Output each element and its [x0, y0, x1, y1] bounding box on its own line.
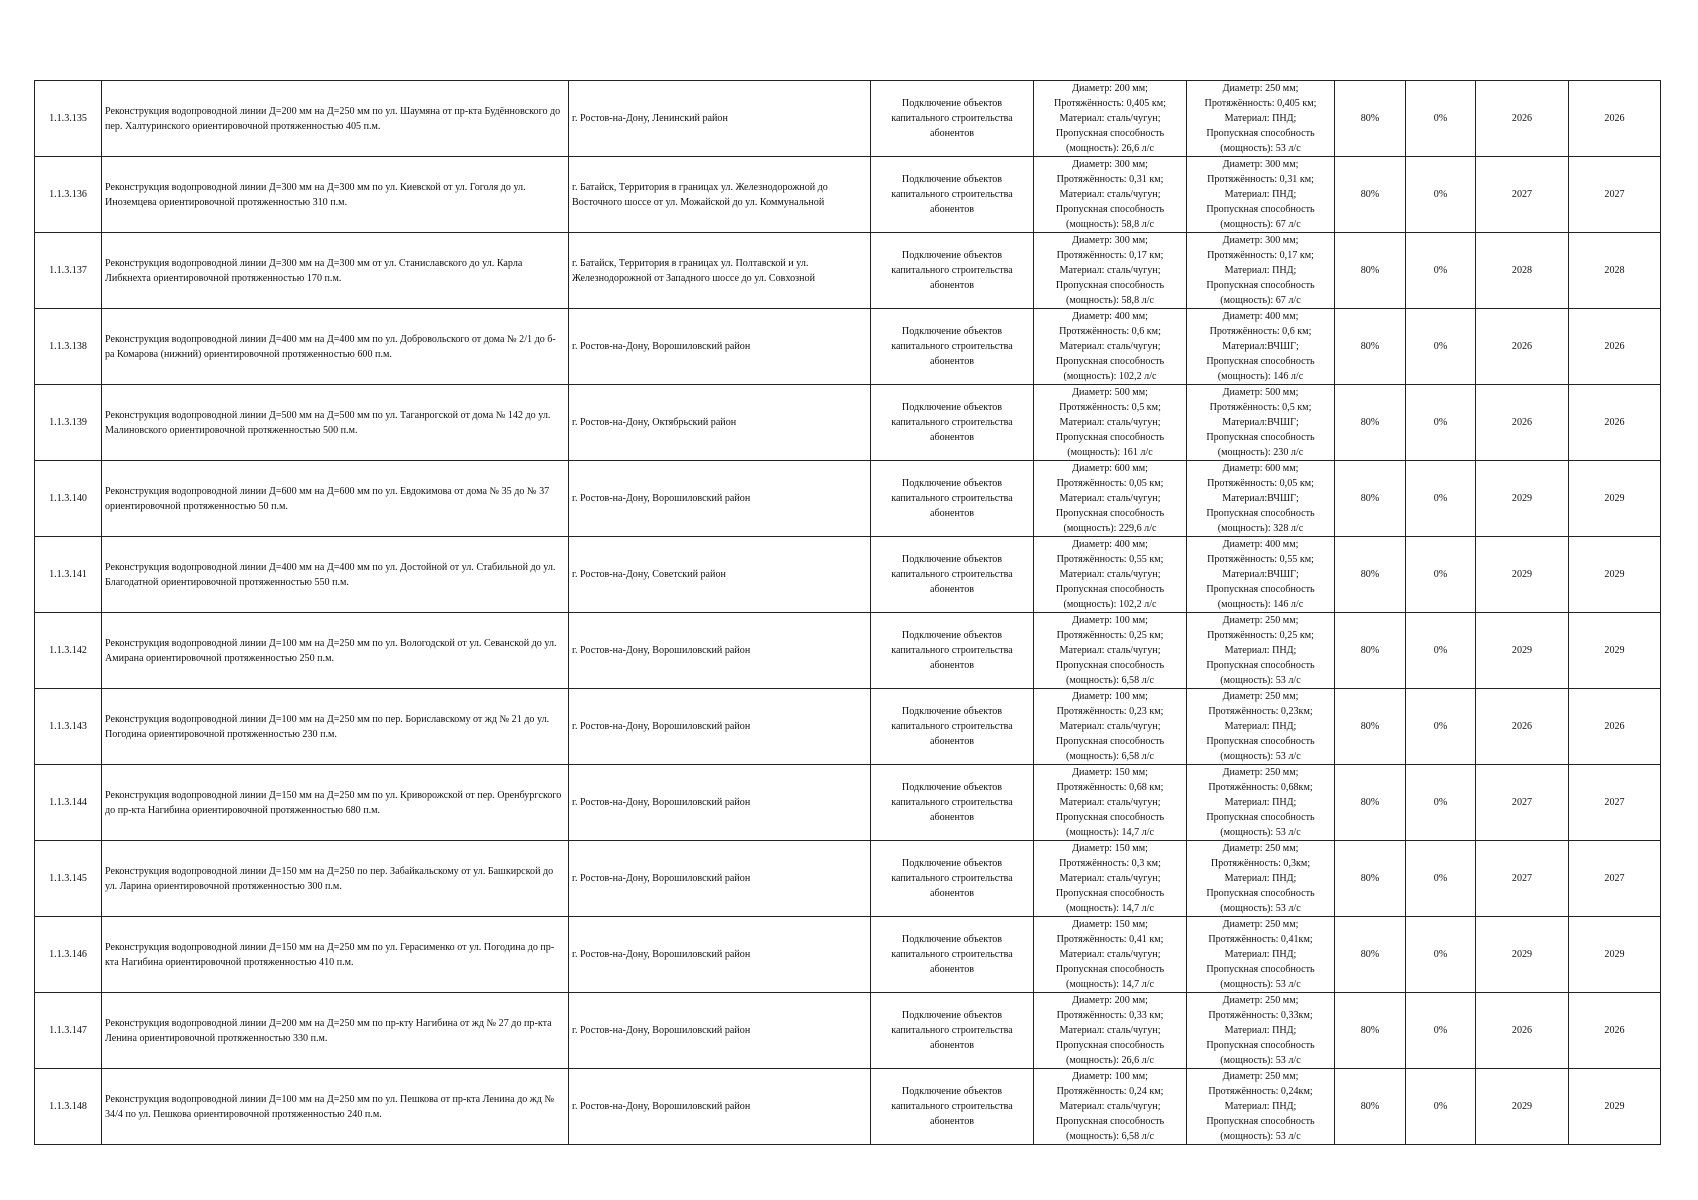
location-cell: г. Ростов-на-Дону, Ворошиловский район	[569, 461, 871, 537]
year-end-cell: 2026	[1569, 309, 1661, 385]
spec-line: Материал: сталь/чугун;	[1059, 265, 1161, 276]
spec-line: Материал: ПНД;	[1224, 797, 1297, 808]
year-start-cell: 2029	[1476, 613, 1569, 689]
year-start-cell: 2027	[1476, 157, 1569, 233]
spec-line: (мощность): 67 л/с	[1220, 295, 1301, 306]
spec-line: Материал: ПНД;	[1224, 265, 1297, 276]
row-code-cell: 1.1.3.137	[35, 233, 102, 309]
spec-line: Пропускная способность	[1055, 888, 1165, 899]
spec-line: Пропускная способность	[1206, 280, 1315, 291]
specs-after-cell	[1187, 765, 1335, 841]
spec-line: Пропускная способность	[1206, 736, 1315, 747]
spec-line: Материал: сталь/чугун;	[1059, 1101, 1161, 1112]
purpose-cell: Подключение объектов капитального строительства абонентов	[871, 537, 1034, 613]
project-name-cell: Реконструкция водопроводной линии Д=500 мм на Д=500 мм по ул. Таганрогской от дома № 142 до ул. Малиновского ориентировочной протяженностью 500 п.м.	[102, 385, 569, 461]
location-cell: г. Ростов-на-Дону, Ворошиловский район	[569, 993, 871, 1069]
spec-line: Пропускная способность	[1055, 1040, 1165, 1051]
spec-line: Диаметр: 250 мм;	[1222, 83, 1299, 94]
wear-after-cell: 0%	[1406, 309, 1476, 385]
spec-line: Материал: ПНД;	[1224, 873, 1297, 884]
spec-line: Материал: сталь/чугун;	[1059, 797, 1161, 808]
spec-line: Материал: ПНД;	[1224, 113, 1297, 124]
spec-line: Пропускная способность	[1055, 736, 1165, 747]
specs-after-cell	[1187, 613, 1335, 689]
spec-line: Протяжённость: 0,405 км;	[1054, 98, 1166, 109]
year-end-cell: 2027	[1569, 765, 1661, 841]
spec-line: Диаметр: 150 мм;	[1072, 919, 1148, 930]
spec-line: Диаметр: 250 мм;	[1222, 843, 1299, 854]
year-end-cell: 2028	[1569, 233, 1661, 309]
spec-line: Пропускная способность	[1055, 812, 1165, 823]
spec-line: Материал:ВЧШГ;	[1222, 341, 1299, 352]
spec-line: Диаметр: 300 мм;	[1072, 159, 1148, 170]
specs-after-cell	[1187, 993, 1335, 1069]
row-code-cell: 1.1.3.138	[35, 309, 102, 385]
table-row	[35, 309, 1661, 385]
wear-before-cell: 80%	[1335, 157, 1406, 233]
wear-before-cell: 80%	[1335, 993, 1406, 1069]
specs-before-cell	[1034, 1069, 1187, 1145]
wear-before-cell: 80%	[1335, 689, 1406, 765]
location-cell: г. Батайск, Территория в границах ул. Железнодорожной до Восточного шоссе от ул. Можайской до ул. Коммунальной	[569, 157, 871, 233]
row-code-cell: 1.1.3.142	[35, 613, 102, 689]
year-start-cell: 2028	[1476, 233, 1569, 309]
spec-line: Протяжённость: 0,55 км;	[1056, 554, 1164, 565]
spec-line: Материал: сталь/чугун;	[1059, 1025, 1161, 1036]
spec-line: Протяжённость: 0,5 км;	[1059, 402, 1161, 413]
spec-line: (мощность): 102,2 л/с	[1063, 371, 1157, 382]
wear-before-cell: 80%	[1335, 385, 1406, 461]
spec-line: Диаметр: 300 мм;	[1222, 235, 1299, 246]
specs-before-cell	[1034, 917, 1187, 993]
year-end-cell: 2029	[1569, 461, 1661, 537]
purpose-cell: Подключение объектов капитального строительства абонентов	[871, 917, 1034, 993]
year-end-cell: 2029	[1569, 917, 1661, 993]
spec-line: Материал: сталь/чугун;	[1059, 645, 1161, 656]
project-name-cell: Реконструкция водопроводной линии Д=100 мм на Д=250 мм по ул. Вологодской от ул. Севанской до ул. Амирана ориентировочной протяженностью 250 п.м.	[102, 613, 569, 689]
spec-line: Пропускная способность	[1055, 964, 1165, 975]
spec-line: (мощность): 328 л/с	[1217, 523, 1304, 534]
spec-line: Диаметр: 200 мм;	[1072, 995, 1148, 1006]
spec-line: Диаметр: 600 мм;	[1072, 463, 1148, 474]
spec-line: Диаметр: 400 мм;	[1072, 311, 1148, 322]
wear-after-cell: 0%	[1406, 917, 1476, 993]
spec-line: (мощность): 230 л/с	[1217, 447, 1304, 458]
spec-line: Материал: сталь/чугун;	[1059, 113, 1161, 124]
spec-line: Диаметр: 100 мм;	[1072, 1071, 1148, 1082]
purpose-cell: Подключение объектов капитального строительства абонентов	[871, 841, 1034, 917]
spec-line: (мощность): 6,58 л/с	[1066, 675, 1154, 686]
wear-after-cell: 0%	[1406, 1069, 1476, 1145]
spec-line: Пропускная способность	[1055, 204, 1165, 215]
year-start-cell: 2026	[1476, 81, 1569, 157]
spec-line: (мощность): 102,2 л/с	[1063, 599, 1157, 610]
table-row	[35, 993, 1661, 1069]
spec-line: Протяжённость: 0,68 км;	[1056, 782, 1164, 793]
spec-line: Протяжённость: 0,25 км;	[1207, 630, 1314, 641]
purpose-cell: Подключение объектов капитального строительства абонентов	[871, 309, 1034, 385]
spec-line: Диаметр: 300 мм;	[1222, 159, 1299, 170]
spec-line: Диаметр: 250 мм;	[1222, 691, 1299, 702]
spec-line: Пропускная способность	[1206, 964, 1315, 975]
spec-line: Пропускная способность	[1206, 888, 1315, 899]
wear-before-cell: 80%	[1335, 765, 1406, 841]
spec-line: Материал: сталь/чугун;	[1059, 721, 1161, 732]
spec-line: Протяжённость: 0,05 км;	[1207, 478, 1314, 489]
spec-line: Диаметр: 250 мм;	[1222, 767, 1299, 778]
wear-after-cell: 0%	[1406, 385, 1476, 461]
spec-line: (мощность): 53 л/с	[1220, 143, 1301, 154]
spec-line: Диаметр: 600 мм;	[1222, 463, 1299, 474]
spec-line: (мощность): 26,6 л/с	[1066, 143, 1154, 154]
wear-after-cell: 0%	[1406, 537, 1476, 613]
spec-line: Диаметр: 250 мм;	[1222, 615, 1299, 626]
spec-line: Пропускная способность	[1206, 204, 1315, 215]
spec-line: Пропускная способность	[1206, 128, 1315, 139]
specs-before-cell	[1034, 385, 1187, 461]
spec-line: Пропускная способность	[1055, 584, 1165, 595]
spec-line: (мощность): 53 л/с	[1220, 827, 1301, 838]
purpose-cell: Подключение объектов капитального строительства абонентов	[871, 689, 1034, 765]
year-start-cell: 2027	[1476, 841, 1569, 917]
spec-line: (мощность): 229,6 л/с	[1063, 523, 1157, 534]
year-start-cell: 2029	[1476, 917, 1569, 993]
spec-line: Пропускная способность	[1055, 432, 1165, 443]
spec-line: Пропускная способность	[1206, 660, 1315, 671]
year-end-cell: 2029	[1569, 613, 1661, 689]
specs-after-cell	[1187, 461, 1335, 537]
spec-line: (мощность): 58,8 л/с	[1066, 219, 1154, 230]
spec-line: Диаметр: 100 мм;	[1072, 615, 1148, 626]
year-end-cell: 2026	[1569, 689, 1661, 765]
table-body	[35, 81, 1661, 1145]
wear-after-cell: 0%	[1406, 233, 1476, 309]
table-row	[35, 613, 1661, 689]
spec-line: (мощность): 146 л/с	[1217, 599, 1304, 610]
spec-line: (мощность): 53 л/с	[1220, 903, 1301, 914]
spec-line: Диаметр: 200 мм;	[1072, 83, 1148, 94]
spec-line: Материал: ПНД;	[1224, 1025, 1297, 1036]
year-end-cell: 2027	[1569, 841, 1661, 917]
year-end-cell: 2026	[1569, 81, 1661, 157]
table-row	[35, 81, 1661, 157]
wear-after-cell: 0%	[1406, 765, 1476, 841]
spec-line: Материал:ВЧШГ;	[1222, 569, 1299, 580]
spec-line: Материал: ПНД;	[1224, 1101, 1297, 1112]
spec-line: Протяжённость: 0,5 км;	[1209, 402, 1312, 413]
spec-line: Диаметр: 400 мм;	[1222, 311, 1299, 322]
specs-after-cell	[1187, 689, 1335, 765]
spec-line: Диаметр: 500 мм;	[1222, 387, 1299, 398]
location-cell: г. Ростов-на-Дону, Ворошиловский район	[569, 917, 871, 993]
table-row	[35, 917, 1661, 993]
year-end-cell: 2029	[1569, 1069, 1661, 1145]
specs-after-cell	[1187, 537, 1335, 613]
location-cell: г. Ростов-на-Дону, Октябрьский район	[569, 385, 871, 461]
spec-line: Диаметр: 150 мм;	[1072, 843, 1148, 854]
year-end-cell: 2029	[1569, 537, 1661, 613]
wear-after-cell: 0%	[1406, 613, 1476, 689]
wear-before-cell: 80%	[1335, 1069, 1406, 1145]
spec-line: Протяжённость: 0,55 км;	[1207, 554, 1314, 565]
wear-after-cell: 0%	[1406, 461, 1476, 537]
spec-line: Материал: сталь/чугун;	[1059, 341, 1161, 352]
spec-line: Протяжённость: 0,17 км;	[1056, 250, 1164, 261]
specs-after-cell	[1187, 309, 1335, 385]
purpose-cell: Подключение объектов капитального строительства абонентов	[871, 1069, 1034, 1145]
wear-before-cell: 80%	[1335, 841, 1406, 917]
spec-line: Пропускная способность	[1206, 508, 1315, 519]
spec-line: Протяжённость: 0,41км;	[1208, 934, 1313, 945]
specs-after-cell	[1187, 157, 1335, 233]
spec-line: (мощность): 53 л/с	[1220, 979, 1301, 990]
row-code-cell: 1.1.3.139	[35, 385, 102, 461]
spec-line: (мощность): 14,7 л/с	[1066, 979, 1154, 990]
spec-line: (мощность): 53 л/с	[1220, 675, 1301, 686]
spec-line: (мощность): 6,58 л/с	[1066, 1131, 1154, 1142]
specs-before-cell	[1034, 461, 1187, 537]
location-cell: г. Ростов-на-Дону, Ворошиловский район	[569, 309, 871, 385]
row-code-cell: 1.1.3.145	[35, 841, 102, 917]
project-name-cell: Реконструкция водопроводной линии Д=200 мм на Д=250 мм по пр-кту Нагибина от жд № 27 до пр-кта Ленина ориентировочной протяженностью 330 п.м.	[102, 993, 569, 1069]
spec-line: Диаметр: 150 мм;	[1072, 767, 1148, 778]
spec-line: Пропускная способность	[1055, 128, 1165, 139]
spec-line: Протяжённость: 0,405 км;	[1204, 98, 1317, 109]
specs-before-cell	[1034, 233, 1187, 309]
table-row	[35, 841, 1661, 917]
purpose-cell: Подключение объектов капитального строительства абонентов	[871, 765, 1034, 841]
location-cell: г. Ростов-на-Дону, Ворошиловский район	[569, 841, 871, 917]
specs-before-cell	[1034, 765, 1187, 841]
spec-line: Диаметр: 400 мм;	[1222, 539, 1299, 550]
spec-line: Протяжённость: 0,3 км;	[1059, 858, 1161, 869]
spec-line: (мощность): 14,7 л/с	[1066, 827, 1154, 838]
row-code-cell: 1.1.3.140	[35, 461, 102, 537]
spec-line: Материал: ПНД;	[1224, 189, 1297, 200]
table-row	[35, 1069, 1661, 1145]
spec-line: Протяжённость: 0,33км;	[1208, 1010, 1313, 1021]
year-start-cell: 2029	[1476, 1069, 1569, 1145]
spec-line: Материал: сталь/чугун;	[1059, 493, 1161, 504]
spec-line: (мощность): 67 л/с	[1220, 219, 1301, 230]
spec-line: Материал: сталь/чугун;	[1059, 189, 1161, 200]
spec-line: Диаметр: 250 мм;	[1222, 995, 1299, 1006]
row-code-cell: 1.1.3.135	[35, 81, 102, 157]
spec-line: Пропускная способность	[1055, 508, 1165, 519]
specs-before-cell	[1034, 613, 1187, 689]
purpose-cell: Подключение объектов капитального строительства абонентов	[871, 613, 1034, 689]
wear-before-cell: 80%	[1335, 309, 1406, 385]
spec-line: Материал:ВЧШГ;	[1222, 493, 1299, 504]
specs-before-cell	[1034, 81, 1187, 157]
spec-line: Материал: ПНД;	[1224, 949, 1297, 960]
project-name-cell: Реконструкция водопроводной линии Д=150 мм на Д=250 мм по ул. Герасименко от ул. Погодина до пр-кта Нагибина ориентировочной протяженностью 410 п.м.	[102, 917, 569, 993]
specs-after-cell	[1187, 841, 1335, 917]
purpose-cell: Подключение объектов капитального строительства абонентов	[871, 233, 1034, 309]
spec-line: Диаметр: 300 мм;	[1072, 235, 1148, 246]
purpose-cell: Подключение объектов капитального строительства абонентов	[871, 993, 1034, 1069]
row-code-cell: 1.1.3.148	[35, 1069, 102, 1145]
year-start-cell: 2026	[1476, 309, 1569, 385]
row-code-cell: 1.1.3.136	[35, 157, 102, 233]
year-start-cell: 2029	[1476, 537, 1569, 613]
project-name-cell: Реконструкция водопроводной линии Д=200 мм на Д=250 мм по ул. Шаумяна от пр-кта Будённовского до пер. Халтуринского ориентировочной протяженностью 405 п.м.	[102, 81, 569, 157]
spec-line: Протяжённость: 0,23км;	[1208, 706, 1313, 717]
spec-line: Протяжённость: 0,05 км;	[1056, 478, 1164, 489]
year-start-cell: 2026	[1476, 385, 1569, 461]
spec-line: Пропускная способность	[1206, 1116, 1315, 1127]
specs-before-cell	[1034, 309, 1187, 385]
table-row	[35, 765, 1661, 841]
spec-line: Протяжённость: 0,17 км;	[1207, 250, 1314, 261]
investment-program-table	[34, 80, 1661, 1145]
spec-line: Протяжённость: 0,41 км;	[1056, 934, 1164, 945]
spec-line: Пропускная способность	[1055, 660, 1165, 671]
spec-line: Материал: сталь/чугун;	[1059, 569, 1161, 580]
specs-before-cell	[1034, 537, 1187, 613]
year-end-cell: 2026	[1569, 385, 1661, 461]
spec-line: Материал: ПНД;	[1224, 721, 1297, 732]
project-name-cell: Реконструкция водопроводной линии Д=400 мм на Д=400 мм по ул. Добровольского от дома № 2/1 до б-ра Комарова (нижний) ориентировочной протяженностью 600 п.м.	[102, 309, 569, 385]
project-name-cell: Реконструкция водопроводной линии Д=300 мм на Д=300 мм от ул. Станиславского до ул. Карла Либкнехта ориентировочной протяженностью 170 п.м.	[102, 233, 569, 309]
project-name-cell: Реконструкция водопроводной линии Д=400 мм на Д=400 мм по ул. Достойной от ул. Стабильной до ул. Благодатной ориентировочной протяженностью 550 п.м.	[102, 537, 569, 613]
location-cell: г. Ростов-на-Дону, Ворошиловский район	[569, 689, 871, 765]
specs-before-cell	[1034, 993, 1187, 1069]
spec-line: Пропускная способность	[1206, 356, 1315, 367]
table-row	[35, 385, 1661, 461]
spec-line: Протяжённость: 0,25 км;	[1056, 630, 1164, 641]
row-code-cell: 1.1.3.143	[35, 689, 102, 765]
wear-before-cell: 80%	[1335, 233, 1406, 309]
year-start-cell: 2029	[1476, 461, 1569, 537]
specs-after-cell	[1187, 917, 1335, 993]
project-name-cell: Реконструкция водопроводной линии Д=100 мм на Д=250 мм по ул. Пешкова от пр-кта Ленина до жд № 34/4 по ул. Пешкова ориентировочной протяженностью 240 п.м.	[102, 1069, 569, 1145]
purpose-cell: Подключение объектов капитального строительства абонентов	[871, 81, 1034, 157]
spec-line: Протяжённость: 0,31 км;	[1207, 174, 1314, 185]
table-row	[35, 689, 1661, 765]
purpose-cell: Подключение объектов капитального строительства абонентов	[871, 461, 1034, 537]
project-name-cell: Реконструкция водопроводной линии Д=100 мм на Д=250 мм по пер. Бориславскому от жд № 21 до ул. Погодина ориентировочной протяженностью 230 п.м.	[102, 689, 569, 765]
specs-before-cell	[1034, 689, 1187, 765]
location-cell: г. Ростов-на-Дону, Советский район	[569, 537, 871, 613]
row-code-cell: 1.1.3.144	[35, 765, 102, 841]
specs-after-cell	[1187, 233, 1335, 309]
spec-line: Пропускная способность	[1055, 280, 1165, 291]
spec-line: Пропускная способность	[1206, 584, 1315, 595]
project-name-cell: Реконструкция водопроводной линии Д=150 мм на Д=250 по пер. Забайкальскому от ул. Башкирской до ул. Ларина ориентировочной протяженностью 300 п.м.	[102, 841, 569, 917]
spec-line: Протяжённость: 0,3км;	[1210, 858, 1311, 869]
location-cell: г. Ростов-на-Дону, Ворошиловский район	[569, 613, 871, 689]
wear-after-cell: 0%	[1406, 993, 1476, 1069]
spec-line: (мощность): 161 л/с	[1067, 447, 1153, 458]
spec-line: Протяжённость: 0,6 км;	[1059, 326, 1161, 337]
spec-line: (мощность): 58,8 л/с	[1066, 295, 1154, 306]
year-start-cell: 2027	[1476, 765, 1569, 841]
spec-line: Диаметр: 250 мм;	[1222, 1071, 1299, 1082]
specs-before-cell	[1034, 157, 1187, 233]
wear-after-cell: 0%	[1406, 81, 1476, 157]
spec-line: (мощность): 6,58 л/с	[1066, 751, 1154, 762]
spec-line: Материал: сталь/чугун;	[1059, 417, 1161, 428]
table-row	[35, 461, 1661, 537]
specs-after-cell	[1187, 1069, 1335, 1145]
wear-before-cell: 80%	[1335, 461, 1406, 537]
specs-after-cell	[1187, 385, 1335, 461]
location-cell: г. Ростов-на-Дону, Ворошиловский район	[569, 1069, 871, 1145]
spec-line: Пропускная способность	[1055, 356, 1165, 367]
spec-line: Протяжённость: 0,68км;	[1208, 782, 1313, 793]
spec-line: Материал: сталь/чугун;	[1059, 873, 1161, 884]
year-start-cell: 2026	[1476, 993, 1569, 1069]
specs-after-cell	[1187, 81, 1335, 157]
spec-line: Пропускная способность	[1206, 432, 1315, 443]
spec-line: Диаметр: 400 мм;	[1072, 539, 1148, 550]
spec-line: (мощность): 26,6 л/с	[1066, 1055, 1154, 1066]
location-cell: г. Ростов-на-Дону, Ленинский район	[569, 81, 871, 157]
year-end-cell: 2026	[1569, 993, 1661, 1069]
spec-line: Материал: ПНД;	[1224, 645, 1297, 656]
wear-before-cell: 80%	[1335, 613, 1406, 689]
spec-line: Диаметр: 250 мм;	[1222, 919, 1299, 930]
spec-line: Протяжённость: 0,23 км;	[1056, 706, 1164, 717]
spec-line: Диаметр: 100 мм;	[1072, 691, 1148, 702]
project-name-cell: Реконструкция водопроводной линии Д=600 мм на Д=600 мм по ул. Евдокимова от дома № 35 до № 37 ориентировочной протяженностью 50 п.м.	[102, 461, 569, 537]
spec-line: Пропускная способность	[1055, 1116, 1165, 1127]
spec-line: Материал:ВЧШГ;	[1222, 417, 1299, 428]
spec-line: (мощность): 53 л/с	[1220, 1131, 1301, 1142]
spec-line: (мощность): 146 л/с	[1217, 371, 1304, 382]
spec-line: Протяжённость: 0,33 км;	[1056, 1010, 1164, 1021]
row-code-cell: 1.1.3.147	[35, 993, 102, 1069]
location-cell: г. Ростов-на-Дону, Ворошиловский район	[569, 765, 871, 841]
spec-line: Пропускная способность	[1206, 1040, 1315, 1051]
row-code-cell: 1.1.3.141	[35, 537, 102, 613]
spec-line: Протяжённость: 0,6 км;	[1209, 326, 1312, 337]
row-code-cell: 1.1.3.146	[35, 917, 102, 993]
wear-after-cell: 0%	[1406, 841, 1476, 917]
year-start-cell: 2026	[1476, 689, 1569, 765]
table-row	[35, 157, 1661, 233]
spec-line: Протяжённость: 0,31 км;	[1056, 174, 1164, 185]
table-row	[35, 233, 1661, 309]
purpose-cell: Подключение объектов капитального строительства абонентов	[871, 385, 1034, 461]
purpose-cell: Подключение объектов капитального строительства абонентов	[871, 157, 1034, 233]
spec-line: Диаметр: 500 мм;	[1072, 387, 1148, 398]
project-name-cell: Реконструкция водопроводной линии Д=150 мм на Д=250 мм по ул. Криворожской от пер. Оренбургского до пр-кта Нагибина ориентировочной протяженностью 680 п.м.	[102, 765, 569, 841]
wear-before-cell: 80%	[1335, 917, 1406, 993]
table-row	[35, 537, 1661, 613]
wear-before-cell: 80%	[1335, 537, 1406, 613]
wear-after-cell: 0%	[1406, 689, 1476, 765]
spec-line: (мощность): 14,7 л/с	[1066, 903, 1154, 914]
year-end-cell: 2027	[1569, 157, 1661, 233]
spec-line: Протяжённость: 0,24 км;	[1056, 1086, 1164, 1097]
location-cell: г. Батайск, Территория в границах ул. Полтавской и ул. Железнодорожной от Западного шоссе до ул. Совхозной	[569, 233, 871, 309]
spec-line: Материал: сталь/чугун;	[1059, 949, 1161, 960]
spec-line: Протяжённость: 0,24км;	[1208, 1086, 1313, 1097]
project-name-cell: Реконструкция водопроводной линии Д=300 мм на Д=300 мм по ул. Киевской от ул. Гоголя до ул. Иноземцева ориентировочной протяженностью 310 п.м.	[102, 157, 569, 233]
wear-after-cell: 0%	[1406, 157, 1476, 233]
specs-before-cell	[1034, 841, 1187, 917]
spec-line: (мощность): 53 л/с	[1220, 751, 1301, 762]
spec-line: Пропускная способность	[1206, 812, 1315, 823]
wear-before-cell: 80%	[1335, 81, 1406, 157]
spec-line: (мощность): 53 л/с	[1220, 1055, 1301, 1066]
